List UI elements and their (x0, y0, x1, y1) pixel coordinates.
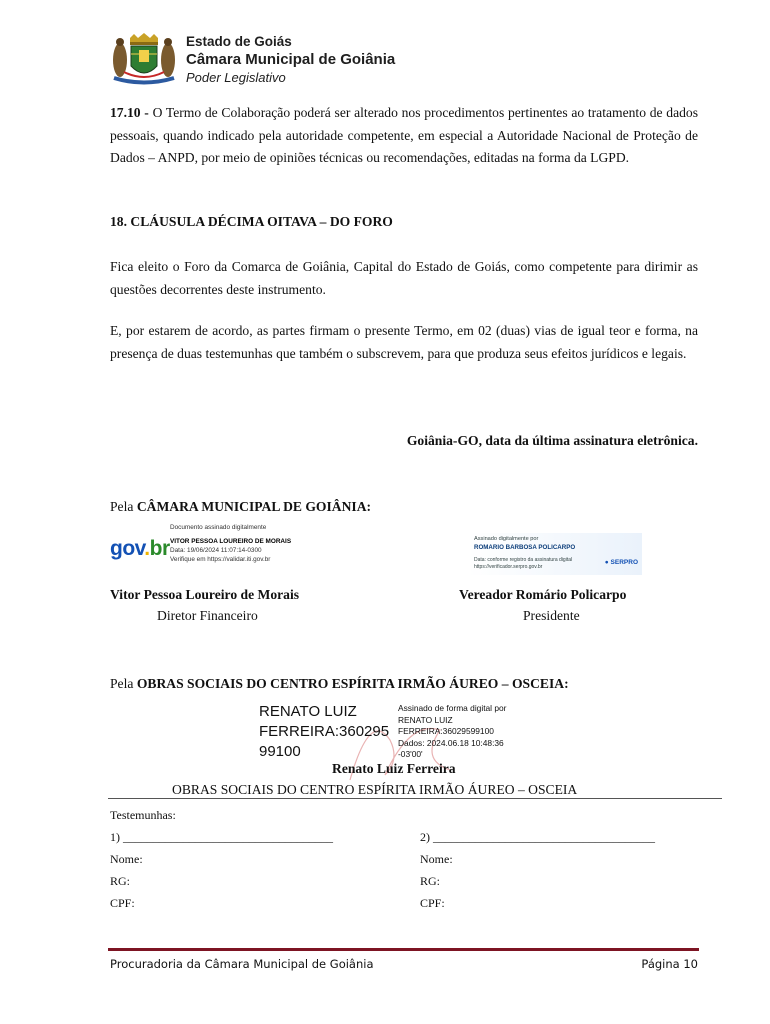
footer-divider (108, 948, 699, 951)
clause-text: O Termo de Colaboração poderá ser alterado nos procedimentos pertinentes ao tratamento de dados pessoais, quando indicado pela autoridade competente, em especial a Autoridade Nacional de Proteção de Dados – ANPD, por meio de opiniões técnicas ou recomendações, editadas na forma da LGPD. (110, 105, 698, 165)
signer1-name: Vitor Pessoa Loureiro de Morais (110, 587, 300, 602)
serpro-line4: https://verificador.serpro.gov.br (474, 564, 543, 570)
entity-name: CÂMARA MUNICIPAL DE GOIÂNIA: (136, 499, 372, 514)
signer2-name: Vereador Romário Policarpo (459, 587, 627, 602)
entity-prefix: Pela (110, 676, 134, 691)
header-state: Estado de Goiás (186, 34, 292, 49)
entity-prefix: Pela (110, 499, 134, 514)
osceia-signer-entity: OBRAS SOCIAIS DO CENTRO ESPÍRITA IRMÃO ÁUREO – OSCEIA (172, 782, 578, 797)
govbr-line2: VITOR PESSOA LOUREIRO DE MORAIS (170, 538, 292, 545)
camara-entity-line (110, 496, 698, 519)
serpro-line1: Assinado digitalmente por (474, 536, 539, 542)
signature-divider (108, 798, 722, 799)
closing-paragraph: E, por estarem de acordo, as partes firmam o presente Termo, em 02 (duas) vias de igual teor e forma, na presença de duas testemunhas que também o subscrevem, para que produza seus efeitos jurídicos e legais. (110, 323, 698, 361)
digital-signature-details: Assinado de forma digital por RENATO LUIZ FERREIRA:36029599100 Dados: 2024.06.18 10:48:36 -03'00' (398, 703, 507, 759)
date-line: Goiânia-GO, data da última assinatura eletrônica. (406, 433, 698, 448)
govbr-logo: gov.br (110, 537, 170, 560)
witness2-cpf: CPF: (420, 896, 445, 910)
osceia-signer-name: Renato Luiz Ferreira (332, 761, 456, 776)
govbr-signature-stamp (110, 524, 350, 574)
serpro-signature-stamp (468, 533, 642, 575)
govbr-line1: Documento assinado digitalmente (170, 524, 267, 531)
clause-number: 17.10 - (110, 105, 149, 120)
witness1-rg: RG: (110, 874, 131, 888)
signer1-role: Diretor Financeiro (157, 608, 258, 623)
clause-18-heading: 18. CLÁUSULA DÉCIMA OITAVA – DO FORO (110, 214, 393, 229)
osceia-entity-line (110, 673, 698, 696)
witness1-line: 1) ___________________________________ (110, 830, 333, 844)
witness1-cpf: CPF: (110, 896, 135, 910)
witness2-line: 2) _____________________________________ (420, 830, 655, 844)
witness2-nome: Nome: (420, 852, 453, 866)
header-branch: Poder Legislativo (186, 70, 286, 85)
serpro-line3: Data: conforme registro da assinatura digital (474, 557, 573, 563)
footer-department: Procuradoria da Câmara Municipal de Goiânia (110, 957, 374, 971)
entity-name: OBRAS SOCIAIS DO CENTRO ESPÍRITA IRMÃO ÁUREO – OSCEIA: (136, 676, 569, 691)
govbr-line3: Data: 19/06/2024 11:07:14-0300 (170, 547, 262, 554)
page-number: Página 10 (641, 957, 698, 971)
header-chamber: Câmara Municipal de Goiânia (186, 51, 396, 68)
serpro-logo: ● SERPRO (604, 559, 638, 566)
coat-of-arms-icon (110, 32, 178, 87)
serpro-logo-icon: ● (604, 559, 609, 566)
govbr-line4: Verifique em https://validar.iti.gov.br (170, 556, 271, 563)
serpro-line2: ROMARIO BARBOSA POLICARPO (474, 544, 576, 551)
witness2-rg: RG: (420, 874, 441, 888)
witness1-nome: Nome: (110, 852, 143, 866)
clause-17-10 (110, 102, 698, 170)
page-header (110, 32, 440, 87)
digital-signature-name: RENATO LUIZ FERREIRA:360295 99100 (259, 703, 390, 760)
witnesses-title: Testemunhas: (110, 808, 176, 822)
clause-18-paragraph: Fica eleito o Foro da Comarca de Goiânia, Capital do Estado de Goiás, como competente para dirimir as questões decorrentes deste instrumento. (110, 259, 698, 297)
signer2-role: Presidente (523, 608, 580, 623)
